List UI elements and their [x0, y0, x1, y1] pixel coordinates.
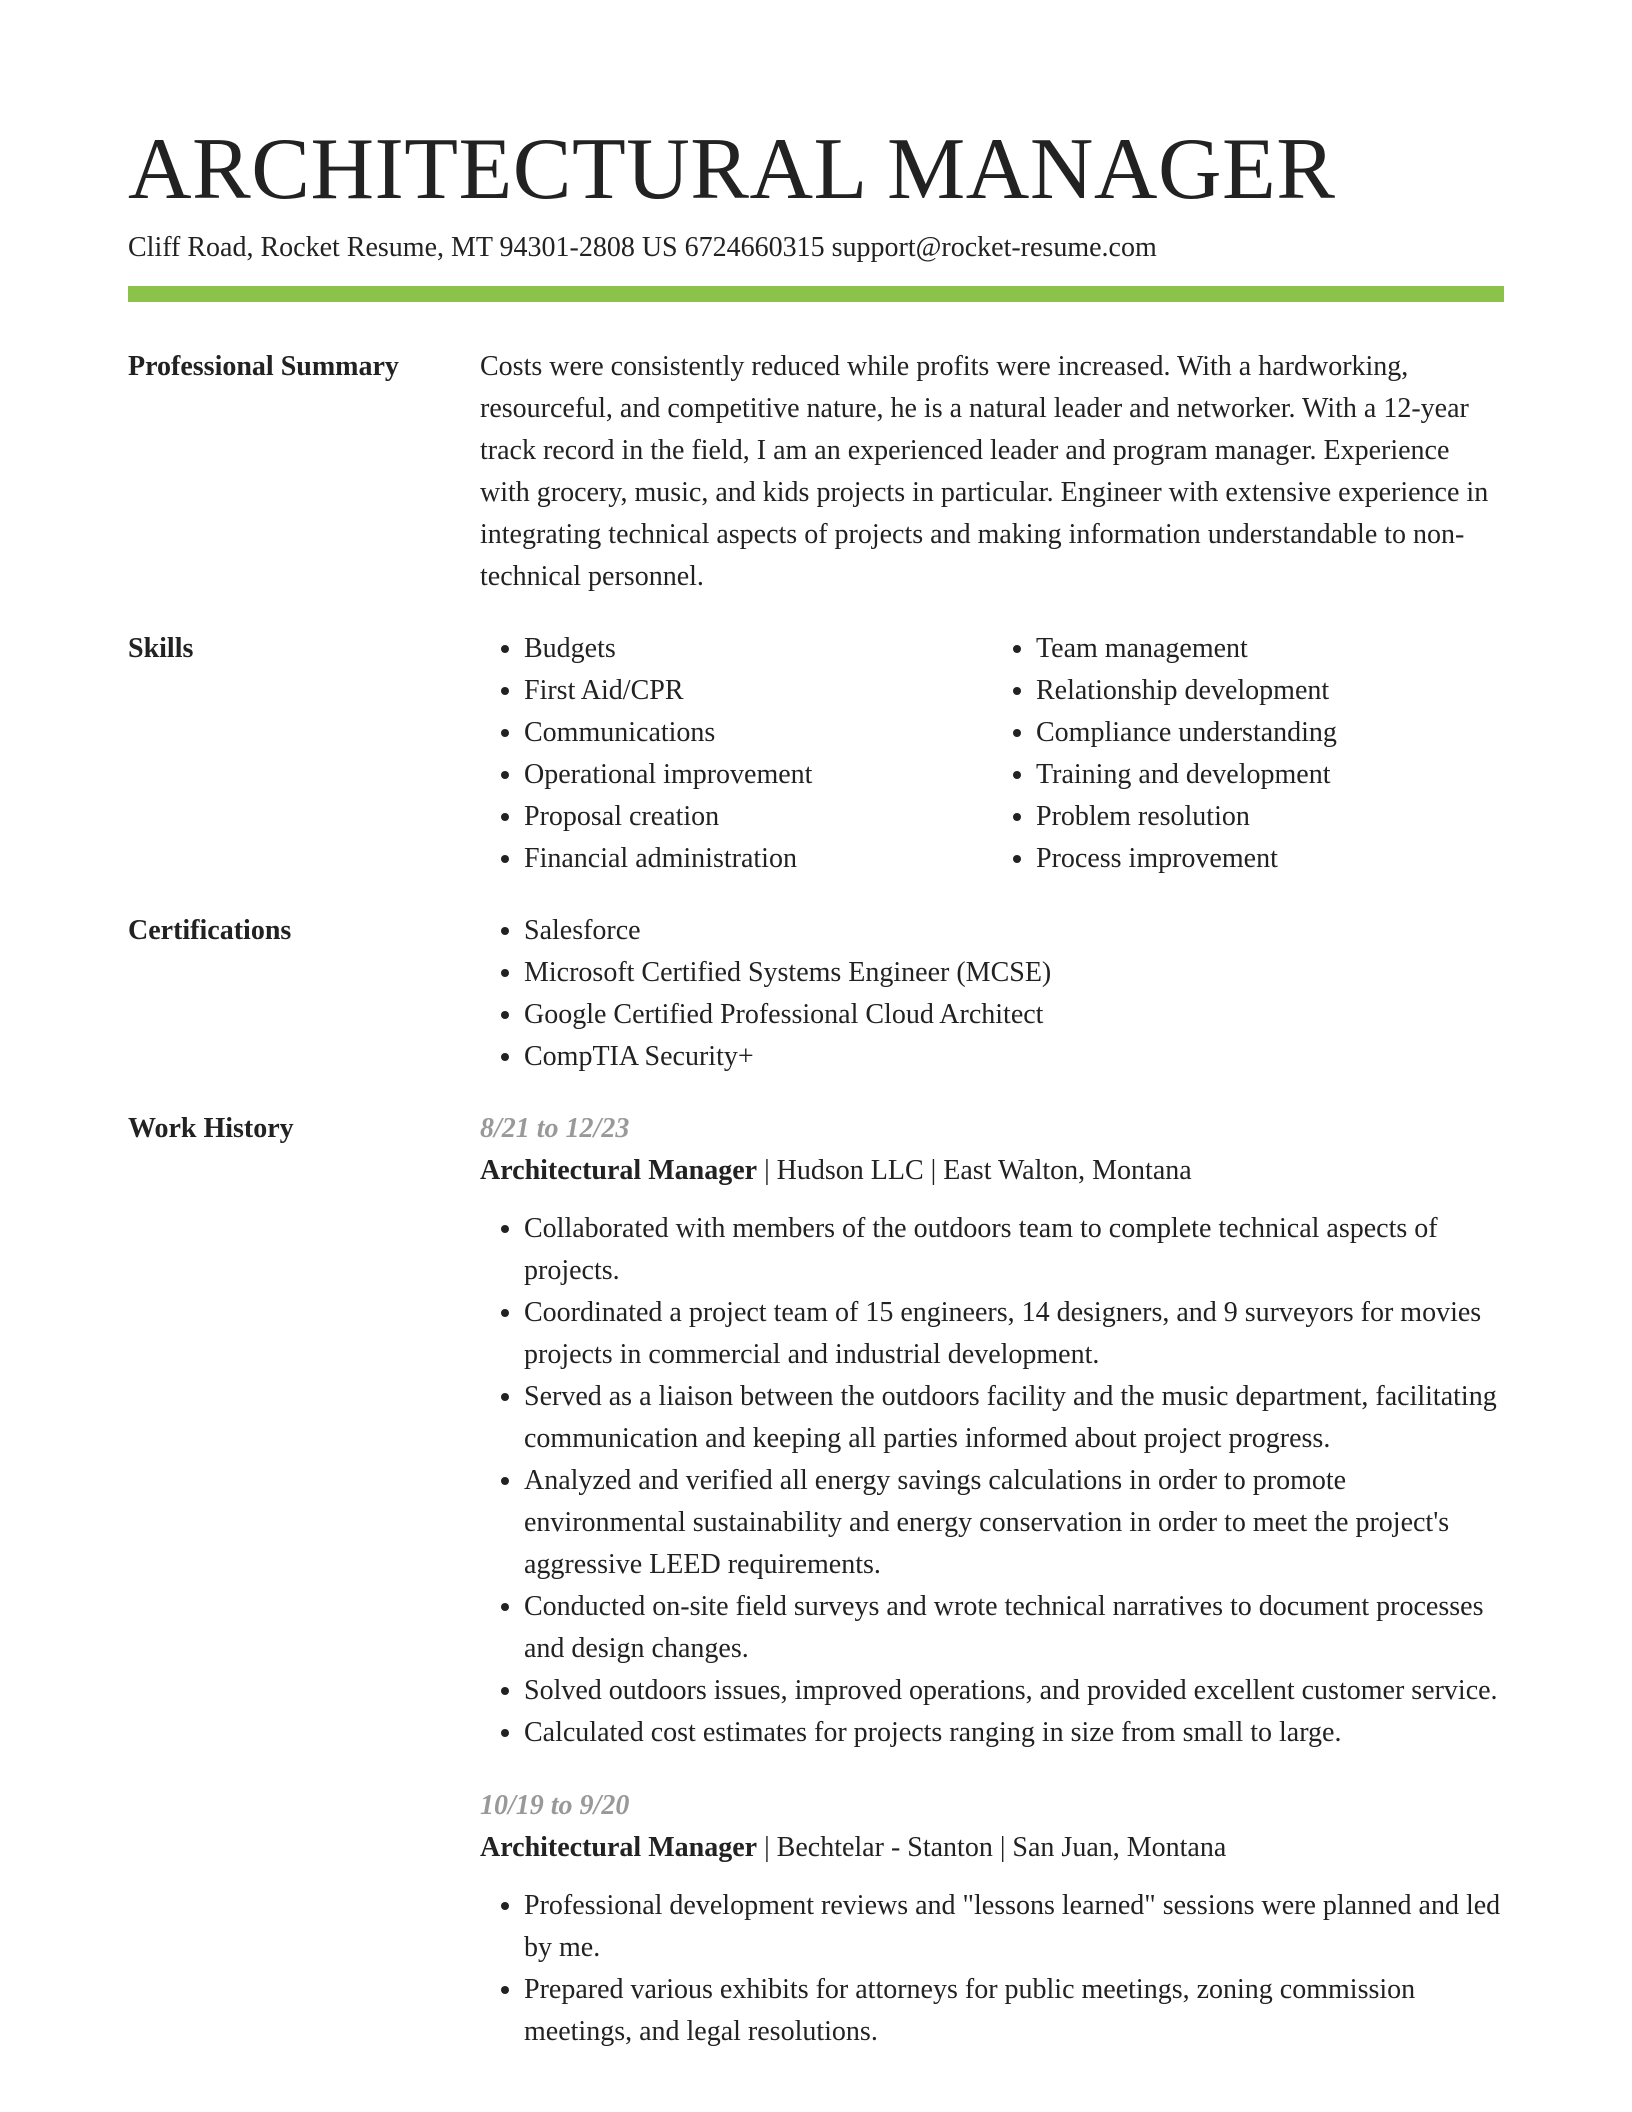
job-bullets [480, 1208, 1504, 1754]
certification-item: • CompTIA Security+ [524, 1036, 1504, 1078]
skill-item: • Relationship development [1036, 670, 1504, 712]
skills-heading: Skills [128, 633, 194, 664]
certifications-heading: Certifications [128, 915, 292, 946]
candidate-name: ARCHITECTURAL MANAGER [128, 121, 1336, 218]
certifications-list [480, 910, 1504, 1078]
skills-columns [480, 628, 1504, 880]
skill-item: • Budgets [524, 628, 992, 670]
summary-text: Costs were consistently reduced while profits were increased. With a hardworking, resourceful, and competitive nature, he is a natural leader and networker. With a 12-year track record in the field, I am an experienced leader and program manager. Experience with grocery, music, and kids projects in particular. Engineer with extensive experience in integrating technical aspects of projects and making information understandable to non-technical personnel. [480, 351, 1489, 592]
job-bullet: • Conducted on-site field surveys and wrote technical narratives to document processes and design changes. [524, 1586, 1504, 1670]
summary-heading: Professional Summary [128, 351, 399, 382]
certification-item: • Microsoft Certified Systems Engineer (MCSE) [524, 952, 1504, 994]
skill-item: • Financial administration [524, 838, 992, 880]
job-bullet: • Professional development reviews and "lessons learned" sessions were planned and led by me. [524, 1885, 1504, 1969]
skill-item: • Problem resolution [1036, 796, 1504, 838]
job-entry [480, 1785, 1504, 2053]
job-bullet: • Calculated cost estimates for projects ranging in size from small to large. [524, 1712, 1504, 1754]
job-bullet: • Coordinated a project team of 15 engineers, 14 designers, and 9 surveyors for movies projects in commercial and industrial development. [524, 1292, 1504, 1376]
job-bullet: • Prepared various exhibits for attorneys for public meetings, zoning commission meetings, and legal resolutions. [524, 1969, 1504, 2053]
job-bullet: • Analyzed and verified all energy savings calculations in order to promote environmental sustainability and energy conservation in order to meet the project's aggressive LEED requirements. [524, 1460, 1504, 1586]
skill-item: • Team management [1036, 628, 1504, 670]
skill-item: • Communications [524, 712, 992, 754]
skill-item: • Process improvement [1036, 838, 1504, 880]
job-bullets [480, 1885, 1504, 2053]
job-title-line [480, 1150, 1504, 1192]
job-entry [480, 1108, 1504, 1754]
job-dates: 10/19 to 9/20 [480, 1790, 630, 1821]
job-company-location: | Hudson LLC | East Walton, Montana [757, 1155, 1192, 1186]
skill-item: • Compliance understanding [1036, 712, 1504, 754]
job-bullet: • Served as a liaison between the outdoors facility and the music department, facilitating communication and keeping all parties informed about project progress. [524, 1376, 1504, 1460]
contact-line: Cliff Road, Rocket Resume, MT 94301-2808 US 6724660315 support@rocket-resume.com [128, 232, 1157, 263]
job-title: Architectural Manager [480, 1155, 758, 1186]
job-company-location: | Bechtelar - Stanton | San Juan, Montana [757, 1832, 1227, 1863]
skills-list-right [992, 628, 1504, 880]
job-dates: 8/21 to 12/23 [480, 1113, 630, 1144]
work-history-heading: Work History [128, 1113, 294, 1144]
certification-item: • Salesforce [524, 910, 1504, 952]
job-bullet: • Collaborated with members of the outdoors team to complete technical aspects of projects. [524, 1208, 1504, 1292]
skill-item: • Operational improvement [524, 754, 992, 796]
skill-item: • Training and development [1036, 754, 1504, 796]
job-title-line [480, 1827, 1504, 1869]
certification-item: • Google Certified Professional Cloud Architect [524, 994, 1504, 1036]
job-title: Architectural Manager [480, 1832, 758, 1863]
header-divider [128, 286, 1504, 302]
skill-item: • First Aid/CPR [524, 670, 992, 712]
job-bullet: • Solved outdoors issues, improved operations, and provided excellent customer service. [524, 1670, 1504, 1712]
skill-item: • Proposal creation [524, 796, 992, 838]
skills-list-left [480, 628, 992, 880]
